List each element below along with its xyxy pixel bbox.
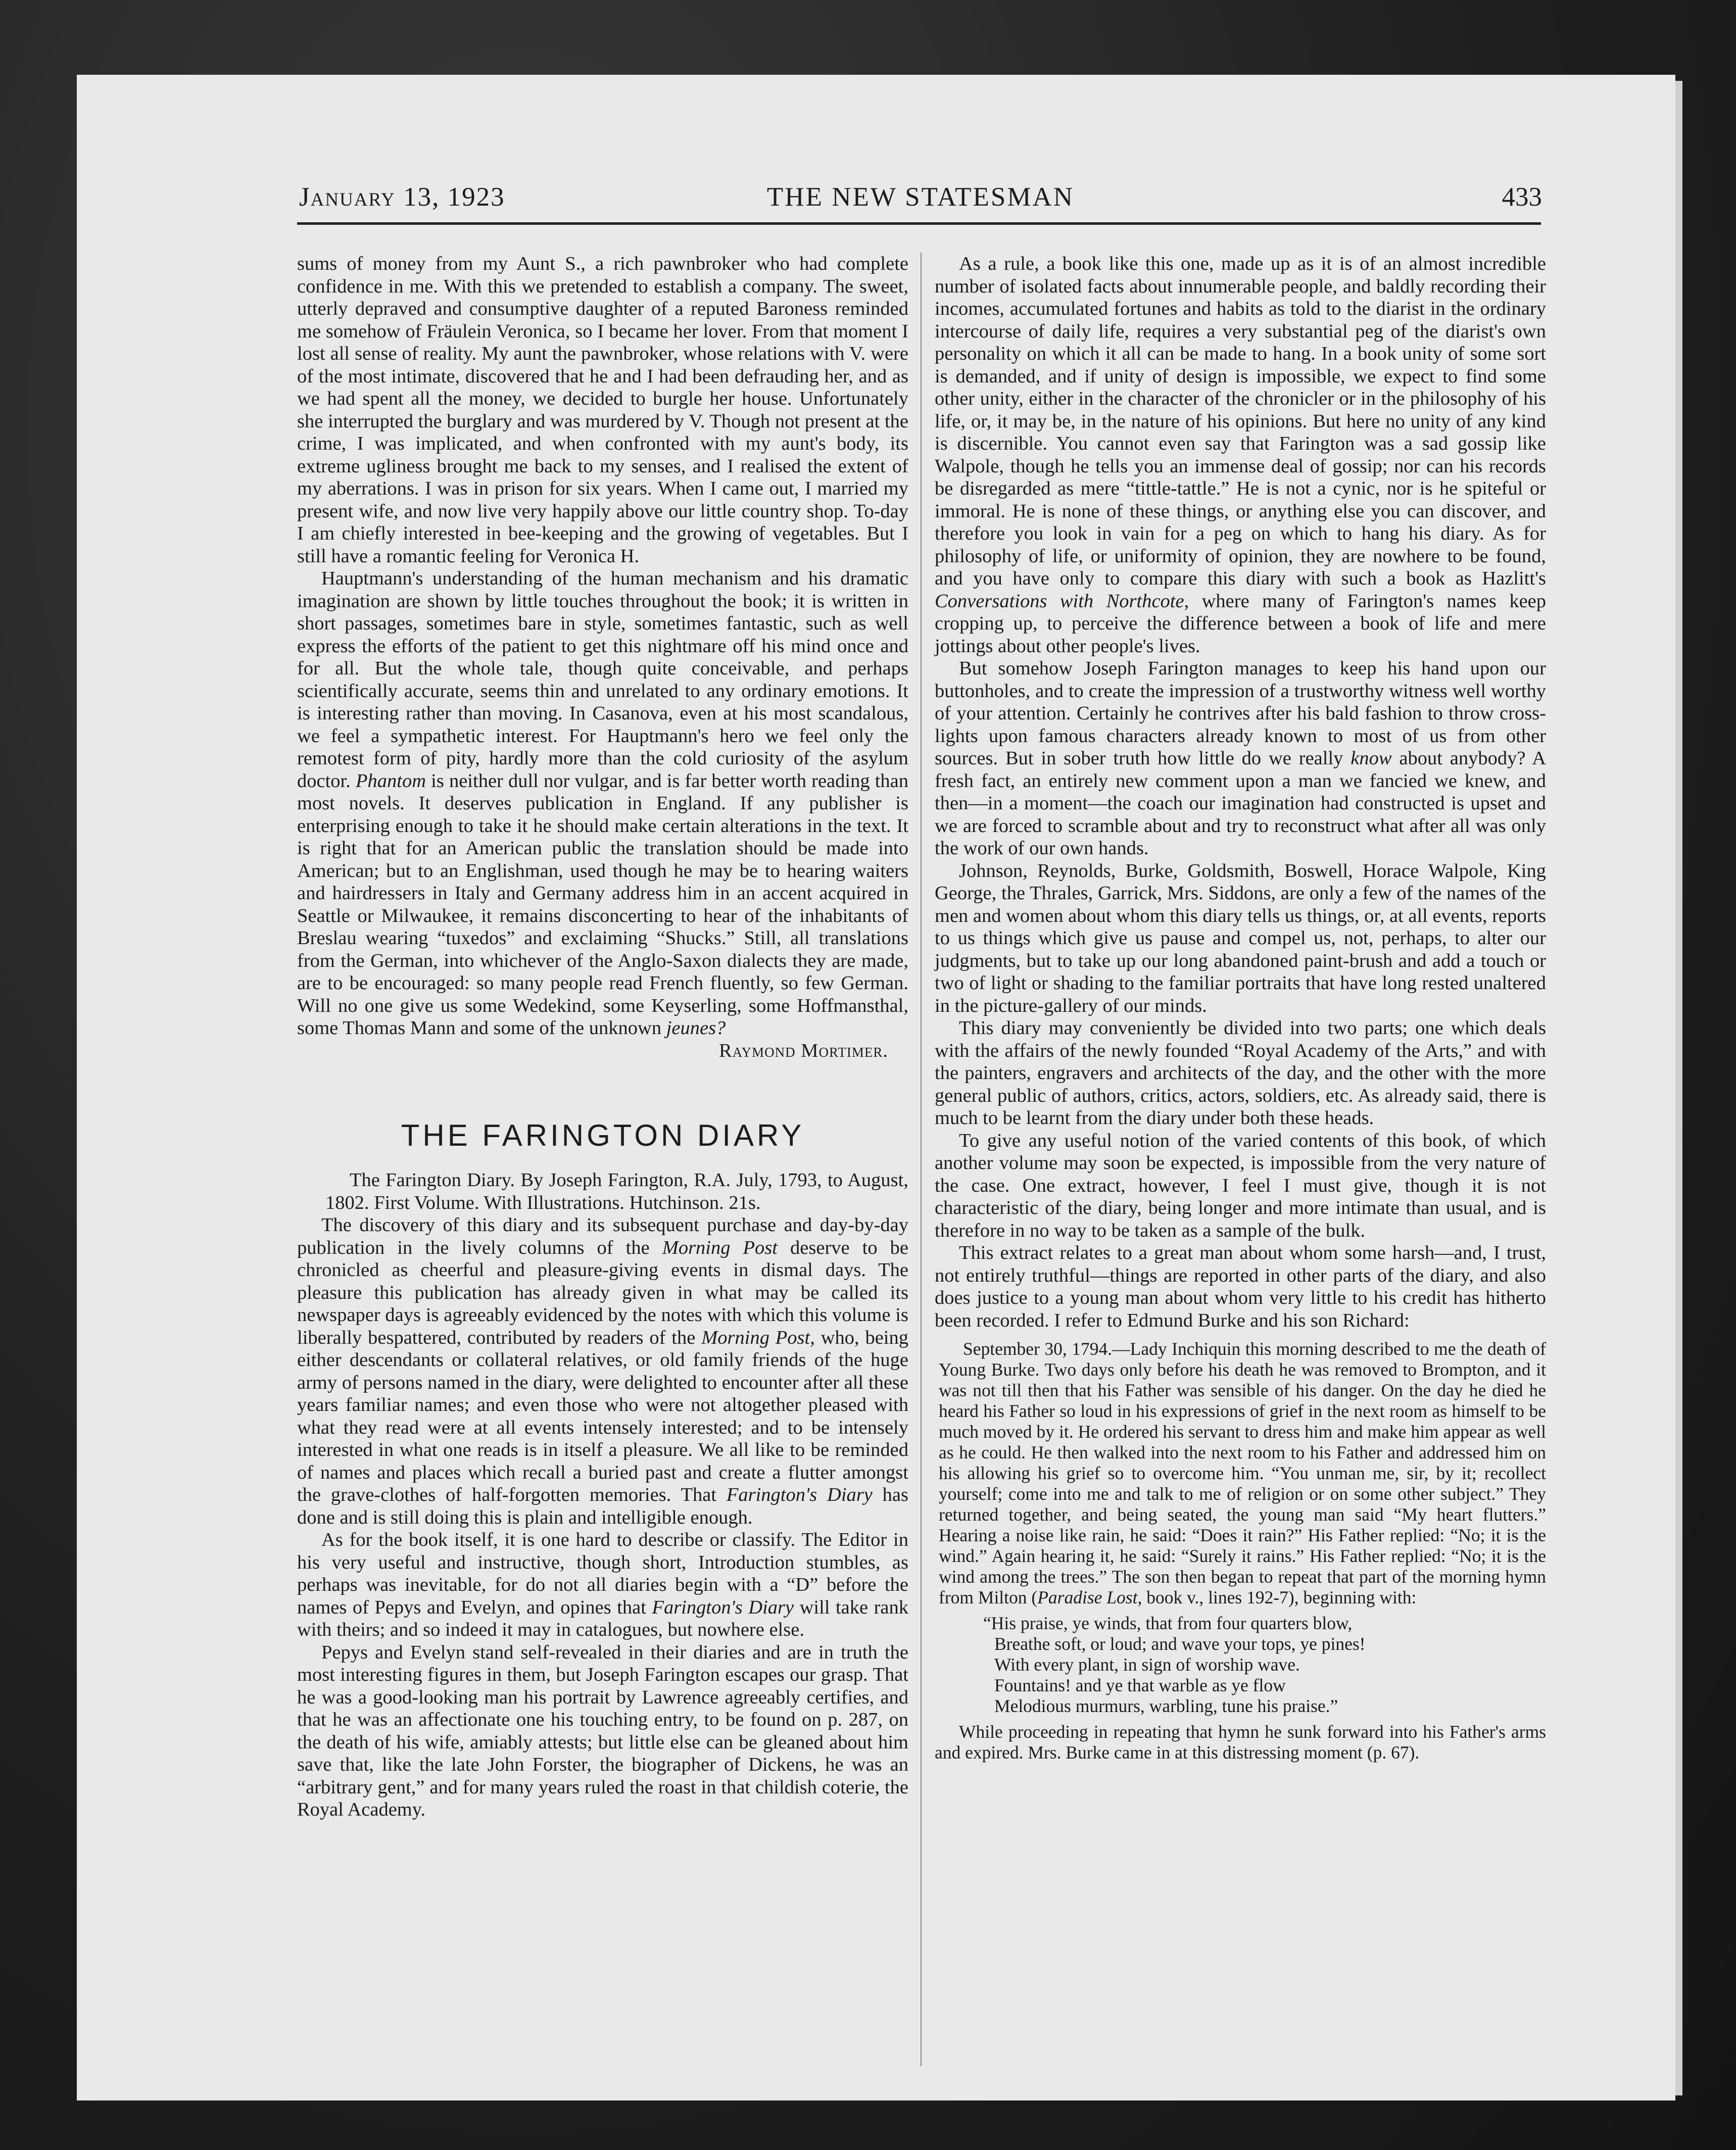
verse-line: Fountains! and ye that warble as ye flow [994,1675,1286,1695]
verse-line: Breathe soft, or loud; and wave your tops, ye pines! [994,1634,1366,1654]
page-number: 433 [1502,182,1542,212]
verse-line: With every plant, in sign of worship wave. [994,1654,1300,1675]
article-paragraph: As a rule, a book like this one, made up as it is of an almost incredible number of isolated facts about innumerable people, and baldly recording their incomes, accumulated fortunes and habits as told to the diarist in the ordinary intercourse of daily life, requires a very substantial peg of the diarist's own personality on which it all can be made to hang. In a book unity of some sort is demanded, and if unity of design is impossible, we expect to find some other unity, either in the character of the chronicler or in the philosophy of his life, or, it may be, in the nature of his opinions. But here no unity of any kind is discernible. You cannot even say that Farington was a sad gossip like Walpole, though he tells you an immense deal of gossip; nor can his records be disregarded as mere “tittle-tattle.” He is not a cynic, nor is he spiteful or immoral. He is none of these things, or anything else you can discover, and therefore you look in vain for a peg on which to hang his diary. As for philosophy of life, or uniformity of opinion, they are nowhere to be found, and you have only to compare this diary with such a book as Hazlitt's Conversations with Northcote, where many of Farington's names keep cropping up, to perceive the difference between a book of life and mere jottings about other people's lives. [935,253,1546,657]
diary-extract [935,1339,1546,1608]
article-paragraph: But somehow Joseph Farington manages to keep his hand upon our buttonholes, and to create the impression of a trustworthy witness well worthy of your attention. Certainly he contrives after his bald fashion to throw cross-lights upon famous characters already known to most of us from other sources. But in sober truth how little do we really know about anybody? A fresh fact, an entirely new comment upon a man we fancied we knew, and then—in a moment—the coach our imagination had constructed is upset and we are forced to scramble about and try to reconstruct what after all was only the work of our own hands. [935,658,1547,859]
review-signature: Raymond Mortimer. [718,1040,888,1061]
article-paragraph: The discovery of this diary and its subsequent purchase and day-by-day publication in the lively columns of the Morning Post deserve to be chronicled as cheerful and pleasure-giving events in dismal days. The pleasure this publication has already given in what may be called its newspaper days is agreeably evidenced by the notes with which this volume is liberally bespattered, contributed by readers of the Morning Post, who, being either descendants or collateral relatives, or old family friends of the huge army of persons named in the diary, were delighted to encounter after all these years familiar names; and even those who were not altogether pleased with what they read were at all events intensely interested; and to be intensely interested in what one reads is in itself a pleasure. We all like to be reminded of names and places which recall a buried past and create a flutter amongst the grave-clothes of half-forgotten memories. That Farington's Diary has done and is still doing this is plain and intelligible enough. [297,1214,909,1528]
book-citation: The Farington Diary. By Joseph Farington, R.A. July, 1793, to August, 1802. First Volume. With Illustrations. Hutchinson. 21s. [325,1169,908,1213]
article-paragraph: Pepys and Evelyn stand self-revealed in their diaries and are in truth the most interesting figures in them, but Joseph Farington escapes our grasp. That he was a good-looking man his portrait by Lawrence agreeably certifies, and that he was an affectionate one his touching entry, to be found on p. 287, on the death of his wife, amiably attests; but little else can be gleaned about him save that, like the late John Forster, the biographer of Dickens, he was an “arbitrary gent,” and for many years ruled the roast in that childish coterie, the Royal Academy. [297,1641,908,1820]
article-paragraph: As for the book itself, it is one hard to describe or classify. The Editor in his very useful and instructive, though short, Introduction stumbles, as perhaps was inevitable, for do not all diaries begin with a “D” before the names of Pepys and Evelyn, and opines that Farington's Diary will take rank with theirs; and so indeed it may in catalogues, but nowhere else. [297,1529,908,1640]
header-rule [297,222,1541,225]
verse-quotation [983,1613,1546,1717]
article-paragraph: This diary may conveniently be divided into two parts; one which deals with the affairs of the newly founded “Royal Academy of the Arts,” and with the painters, engravers and architects of the day, and the other with the more general public of authors, critics, actors, soldiers, etc. As already said, there is much to be learnt from the diary under both these heads. [935,1017,1546,1129]
left-column [297,253,908,1821]
review-paragraph: sums of money from my Aunt S., a rich pawnbroker who had complete confidence in me. With this we pretended to establish a company. The sweet, utterly depraved and consumptive daughter of a reputed Baroness reminded me somehow of Fräulein Veronica, so I became her lover. From that moment I lost all sense of reality. My aunt the pawnbroker, whose relations with V. were of the most intimate, discovered that he and I had been defrauding her, and as we had spent all the money, we decided to burgle her house. Unfortunately she interrupted the burglary and was murdered by V. Though not present at the crime, I was implicated, and when confronted with my aunt's body, its extreme ugliness brought me back to my senses, and I realised the extent of my aberrations. I was in prison for six years. When I came out, I married my present wife, and now live very happily above our little country shop. To-day I am chiefly interested in bee-keeping and the growing of vegetables. But I still have a romantic feeling for Veronica H. [297,253,908,567]
extract-closing: While proceeding in repeating that hymn he sunk forward into his Father's arms and expired. Mrs. Burke came in at this distressing moment (p. 67). [935,1722,1546,1763]
right-column [935,253,1546,1763]
article-paragraph: To give any useful notion of the varied contents of this book, of which another volume may soon be expected, is impossible from the very nature of the case. One extract, however, I feel I must give, though it is not characteristic of the diary, being longer and more intimate than usual, and is therefore in no way to be taken as a sample of the bulk. [935,1130,1546,1241]
publication-title: THE NEW STATESMAN [766,182,1075,212]
verse-line: “His praise, ye winds, that from four quarters blow, [983,1613,1353,1633]
page-header [299,182,1542,217]
verse-line: Melodious murmurs, warbling, tune his praise.” [994,1696,1338,1716]
diary-extract-text: September 30, 1794.—Lady Inchiquin this morning described to me the death of Young Burke. Two days only before his death he was removed to Brompton, and it was not till then that his Father was sensible of his danger. On the day he died he heard his Father so loud in his expressions of grief in the next room as himself to be much moved by it. He ordered his servant to dress him and make him appear as well as he could. He then walked into the next room to his Father and addressed him on his allowing his grief so to overcome him. “You unman me, sir, by it; recollect yourself; come into me and talk to me of religion or on some other subject.” They returned together, and being seated, the young man said “My heart flutters.” Hearing a noise like rain, he said: “Does it rain?” His Father replied: “No; it is the wind.” Again hearing it, he said: “Surely it rains.” His Father replied: “No; it is the wind among the trees.” The son then began to repeat that part of the morning hymn from Milton (Paradise Lost, book v., lines 192-7), beginning with: [939,1339,1546,1607]
article-title: THE FARINGTON DIARY [401,1118,805,1152]
article-paragraph: Johnson, Reynolds, Burke, Goldsmith, Boswell, Horace Walpole, King George, the Thrales, Garrick, Mrs. Siddons, are only a few of the names of the men and women about whom this diary tells us things, or, at all events, reports to us things which give us pause and compel us, not, perhaps, to alter our judgments, but to take up our long abandoned paint-brush and add a touch or two of light or shading to the familiar portraits that have long rested unaltered in the picture-gallery of our minds. [935,860,1546,1016]
issue-date: January 13, 1923 [299,182,505,212]
column-divider [921,253,922,2066]
review-paragraph: Hauptmann's understanding of the human mechanism and his dramatic imagination are shown by little touches throughout the book; it is written in short passages, sometimes bare in style, sometimes fantastic, such as well express the efforts of the patient to get this nightmare off his mind once and for all. But the whole tale, though quite conceivable, and perhaps scientifically accurate, seems thin and unrelated to any ordinary emotions. It is interesting rather than moving. In Casanova, even at his most scandalous, we feel a sympathetic interest. For Hauptmann's hero we feel only the remotest form of pity, hardly more than the cold curiosity of the asylum doctor. Phantom is neither dull nor vulgar, and is far better worth reading than most novels. It deserves publication in England. If any publisher is enterprising enough to take it he should make certain alterations in the text. It is right that for an American public the translation should be made into American; but to an Englishman, used though he may be to hearing waiters and hairdressers in Italy and Germany address him in an accent acquired in Seattle or Milwaukee, it remains disconcerting to hear of the inhabitants of Breslau wearing “tuxedos” and exclaiming “Shucks.” Still, all translations from the German, into whichever of the Anglo-Saxon dialects they are made, are to be encouraged: so many people read French fluently, so few German. Will no one give us some Wedekind, some Keyserling, some Hoffmansthal, some Thomas Mann and some of the unknown jeunes? [297,568,908,1039]
article-paragraph: This extract relates to a great man about whom some harsh—and, I trust, not entirely truthful—things are reported in other parts of the diary, and also does justice to a young man about whom very little to his credit has hitherto been recorded. I refer to Edmund Burke and his son Richard: [935,1242,1546,1331]
